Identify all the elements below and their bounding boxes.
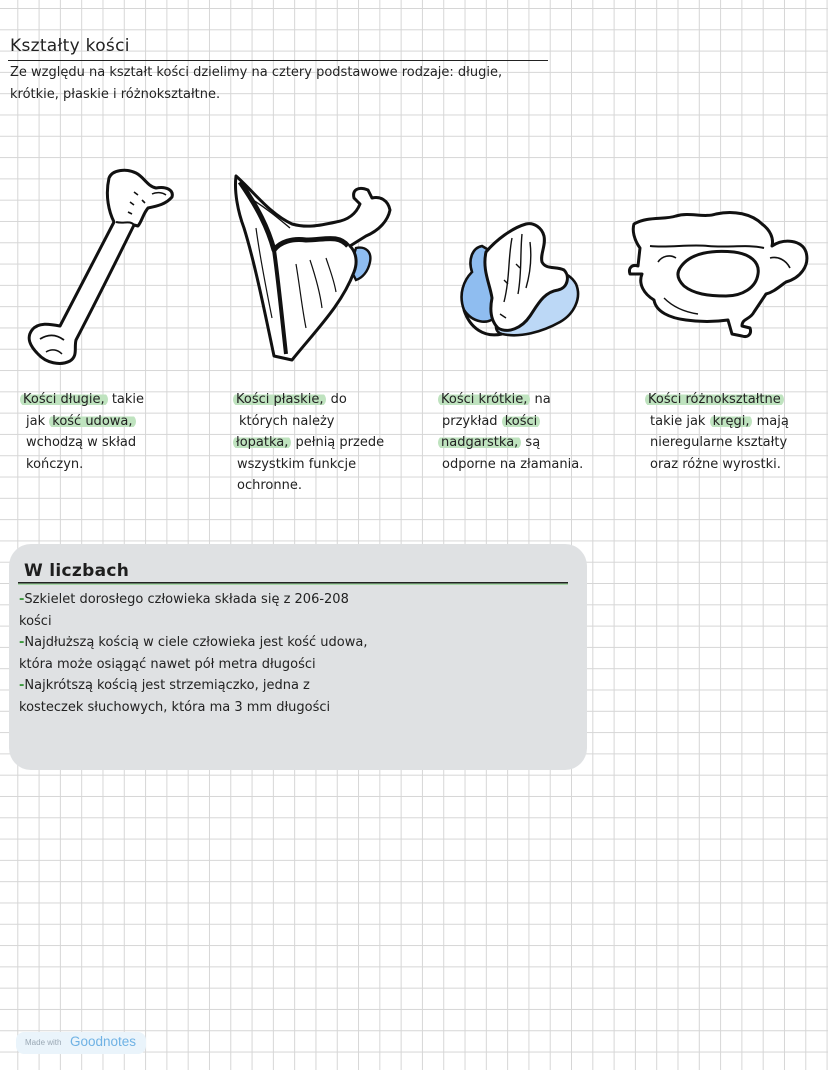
- caption-irregular-bones: Kości różnokształtne takie jak kręgi, mają nieregularne kształty oraz różne wyrostki.: [645, 389, 789, 475]
- fact-line: -Szkielet dorosłego człowieka składa się z 206-208: [19, 592, 349, 607]
- intro-line-2: krótkie, płaskie i różnokształtne.: [10, 86, 221, 102]
- made-with-label: Made with: [25, 1038, 62, 1047]
- vertebra-drawing: [624, 208, 810, 348]
- goodnotes-badge[interactable]: [16, 1032, 146, 1054]
- caption-long-bones: Kości długie, takie jak kość udowa, wchodzą w skład kończyn.: [20, 389, 144, 475]
- fact-line: -Najdłuższą kością w ciele człowieka jest kość udowa,: [19, 635, 368, 650]
- numbers-title: W liczbach: [24, 561, 130, 581]
- highlight: kości: [502, 414, 541, 429]
- intro-line-1: Ze względu na kształt kości dzielimy na cztery podstawowe rodzaje: długie,: [10, 65, 503, 80]
- highlight: łopatka,: [233, 435, 291, 450]
- fact-line: -Najkrótszą kością jest strzemiączko, jedna z: [19, 678, 310, 693]
- dash-marker: -: [19, 678, 25, 693]
- highlight: kość udowa,: [49, 414, 135, 429]
- highlight: Kości krótkie,: [438, 392, 530, 407]
- highlight: nadgarstka,: [438, 435, 521, 450]
- numbers-title-underline: [18, 582, 568, 585]
- carpal-bone-drawing: [450, 218, 590, 358]
- dash-marker: -: [19, 592, 25, 607]
- page-title: Kształty kości: [10, 36, 130, 56]
- highlight: Kości płaskie,: [233, 392, 326, 407]
- intro-text: [10, 62, 550, 105]
- caption-flat-bones: Kości płaskie, do których należy łopatka, pełnią przede wszystkim funkcje ochronne.: [233, 389, 384, 497]
- highlight: Kości długie,: [20, 392, 108, 407]
- fact-line: kosteczek słuchowych, która ma 3 mm długości: [19, 699, 331, 715]
- dash-marker: -: [19, 635, 25, 650]
- fact-line: która może osiągąć nawet pół metra długości: [19, 656, 316, 672]
- caption-short-bones: Kości krótkie, na przykład kości nadgarstka, są odporne na złamania.: [438, 389, 583, 475]
- title-underline: [8, 60, 548, 61]
- fact-line: kości: [19, 613, 52, 629]
- goodnotes-logo: Goodnotes: [70, 1034, 137, 1049]
- highlight: Kości różnokształtne: [645, 392, 784, 407]
- femur-drawing: [16, 164, 181, 368]
- highlight: kręgi,: [710, 414, 753, 429]
- facts-list: [19, 589, 419, 718]
- scapula-drawing: [230, 168, 400, 368]
